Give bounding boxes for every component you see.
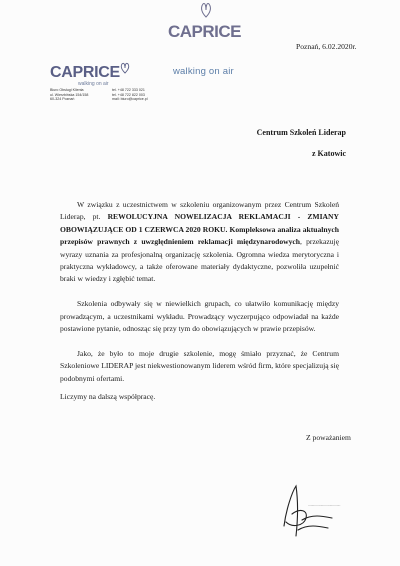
recipient-name: Centrum Szkoleń Liderap	[256, 128, 346, 137]
training-title: REWOLUCYJNA NOWELIZACJA REKLAMACJI - ZMIANY OBOWIĄZUJĄCE OD 1 CZERWCA 2020 ROKU. Kompleksowa analiza aktualnych przepisów prawnych z uwzględnieniem reklamacji międzynarodowych	[60, 212, 339, 247]
letterhead-brand: CAPRICE	[50, 64, 120, 81]
handwritten-signature	[262, 474, 342, 544]
letterhead-contact	[112, 88, 148, 102]
body-text-run: W związku z uczestnictwem w szkoleniu organizowanym przez Centrum Szkoleń Liderap, pt.	[60, 200, 339, 222]
recipient-city: z Katowic	[312, 149, 346, 158]
contact-line: tel. +48 722 333 021	[112, 88, 145, 92]
letter-date: Poznań, 6.02.2020r.	[296, 42, 357, 51]
brand-tagline: walking on air	[173, 66, 234, 77]
letterhead-address	[50, 88, 88, 102]
regards-line: Z poważaniem	[306, 433, 351, 442]
body-paragraph: Jako, że było to moje drugie szkolenie, mogę śmiało przyznać, że Centrum Szkoleniowe LIDERAP jest niekwestionowanym liderem wśród firm, które specjalizują się podobnymi ofertami.	[60, 348, 339, 383]
butterfly-small-icon	[120, 62, 130, 74]
signature-stamp-line: ....................................	[308, 503, 341, 507]
recipient	[257, 122, 346, 164]
letter-body	[60, 199, 339, 397]
body-paragraph	[60, 199, 339, 286]
closing-line: Liczymy na dalszą współpracę.	[60, 392, 156, 401]
letterhead-tagline: walking on air	[78, 81, 109, 87]
letterhead	[50, 62, 170, 126]
body-text-run: , przekazuję wyrazy uznania za profesjonalną organizację szkolenia. Ogromna wiedza merytoryczna i praktyczna wykładowcy, a także oferowane materiały dydaktyczne, pozwoliła uzupełnić braki w wiedzy i zgłębić temat.	[60, 237, 339, 284]
top-logo	[168, 2, 242, 48]
butterfly-logo-icon	[200, 2, 212, 18]
address-line: Biuro Obsługi Klienta	[50, 88, 84, 92]
contact-line: mail: biuro@caprice.pl	[112, 97, 148, 102]
brand-logo-text: CAPRICE	[168, 22, 242, 41]
address-line: ul. Wierzbińska 154/158	[50, 92, 89, 97]
body-paragraph: Szkolenia odbywały się w niewielkich grupach, co ułatwiło komunikację między prowadzącym, a uczestnikami wykładu. Prowadzący wyczerpująco odpowiadał na każde postawione pytanie, odnosząc się przy tym do obowiązujących w prawie przepisów.	[60, 299, 339, 334]
contact-line: tel. +48 722 822 003	[112, 92, 145, 97]
address-line: 60-324 Poznań	[50, 97, 75, 102]
